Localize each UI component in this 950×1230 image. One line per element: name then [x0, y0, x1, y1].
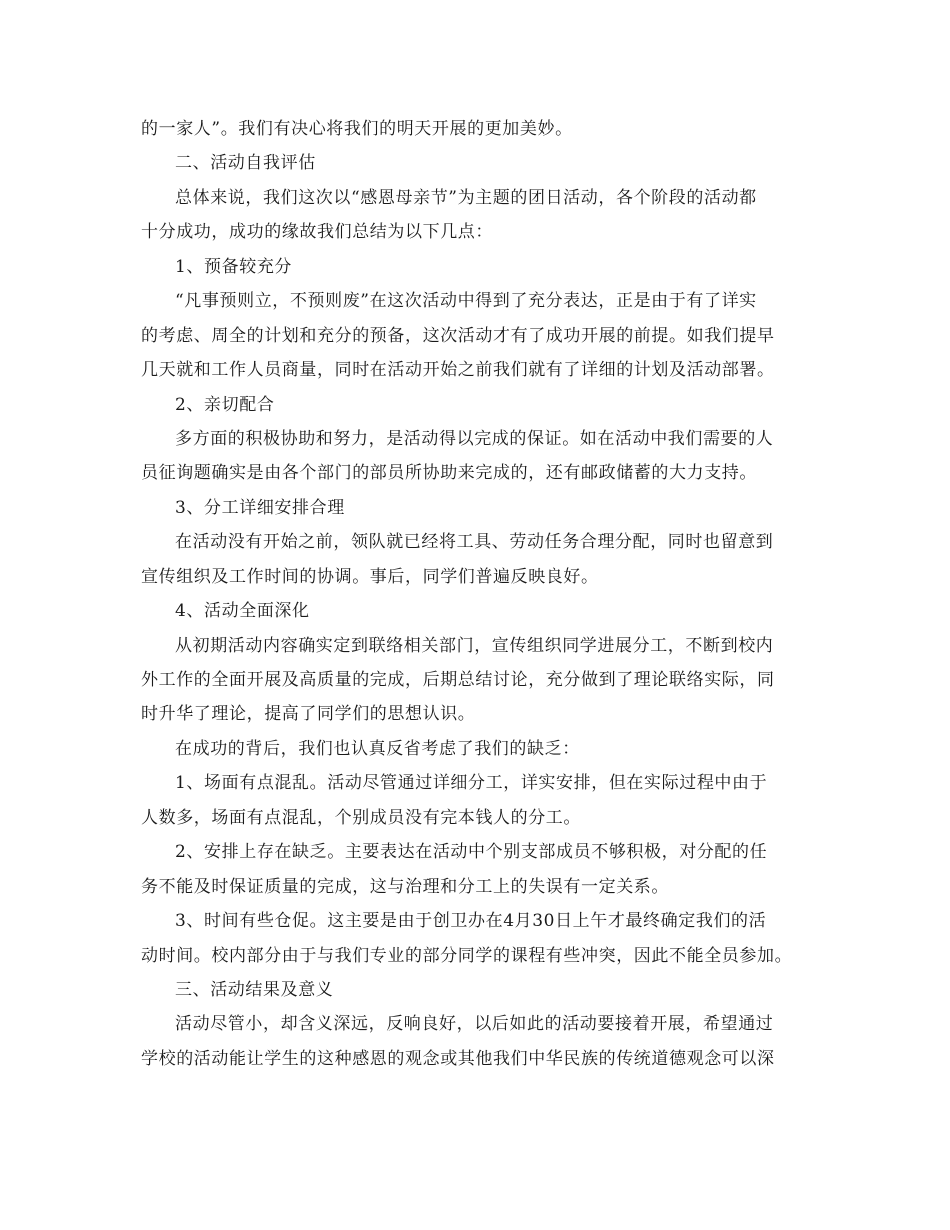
text-line: 的一家人”。我们有决心将我们的明天开展的更加美妙。 [141, 119, 573, 139]
text-line: “凡事预则立，不预则废”在这次活动中得到了充分表达，正是由于有了详实 [175, 291, 757, 312]
text-line: 3、时间有些仓促。这主要是由于创卫办在4月30日上午才最终确定我们的活 [175, 911, 767, 932]
text-line: 2、安排上存在缺乏。主要表达在活动中个别支部成员不够积极，对分配的任 [175, 842, 768, 863]
text-line: 多方面的积极协助和努力，是活动得以完成的保证。如在活动中我们需要的人 [175, 428, 774, 449]
text-line: 外工作的全面开展及高质量的完成，后期总结讨论，充分做到了理论联络实际，同 [141, 670, 775, 690]
text-line: 在活动没有开始之前，领队就已经将工具、劳动任务合理分配，同时也留意到 [175, 532, 774, 553]
text-line: 时升华了理论，提高了同学们的思想认识。 [141, 704, 476, 725]
text-line: 1、场面有点混乱。活动尽管通过详细分工，详实安排，但在实际过程中由于 [175, 773, 768, 794]
text-line: 活动尽管小，却含义深远，反响良好，以后如此的活动要接着开展，希望通过 [175, 1014, 774, 1035]
text-line: 动时间。校内部分由于与我们专业的部分同学的课程有些冲突，因此不能全员参加。 [141, 945, 793, 966]
document-body [141, 112, 811, 1076]
text-line: 1、预备较充分 [175, 256, 293, 277]
text-line: 总体来说，我们这次以“感恩母亲节”为主题的团日活动，各个阶段的活动都 [175, 187, 757, 208]
text-line: 从初期活动内容确实定到联络相关部门，宣传组织同学进展分工，不断到校内 [175, 635, 774, 656]
text-line: 宣传组织及工作时间的协调。事后，同学们普遍反映良好。 [141, 566, 599, 587]
text-line: 2、亲切配合 [175, 394, 275, 415]
text-line: 在成功的背后，我们也认真反省考虑了我们的缺乏： [175, 738, 580, 759]
text-line: 十分成功，成功的缘故我们总结为以下几点： [141, 222, 493, 243]
text-line: 三、活动结果及意义 [175, 979, 334, 1000]
text-line: 4、活动全面深化 [175, 601, 310, 622]
text-line: 的考虑、周全的计划和充分的预备，这次活动才有了成功开展的前提。如我们提早 [141, 325, 775, 346]
text-line: 员征询题确实是由各个部门的部员所协助来完成的，还有邮政储蓄的大力支持。 [141, 463, 757, 484]
text-line: 人数多，场面有点混乱，个别成员没有完本钱人的分工。 [141, 807, 581, 828]
text-line: 学校的活动能让学生的这种感恩的观念或其他我们中华民族的传统道德观念可以深 [141, 1048, 775, 1069]
text-line: 务不能及时保证质量的完成，这与治理和分工上的失误有一定关系。 [141, 876, 669, 897]
text-line: 几天就和工作人员商量，同时在活动开始之前我们就有了详细的计划及活动部署。 [141, 360, 775, 381]
text-line: 3、分工详细安排合理 [175, 497, 345, 518]
text-line: 二、活动自我评估 [175, 153, 316, 174]
